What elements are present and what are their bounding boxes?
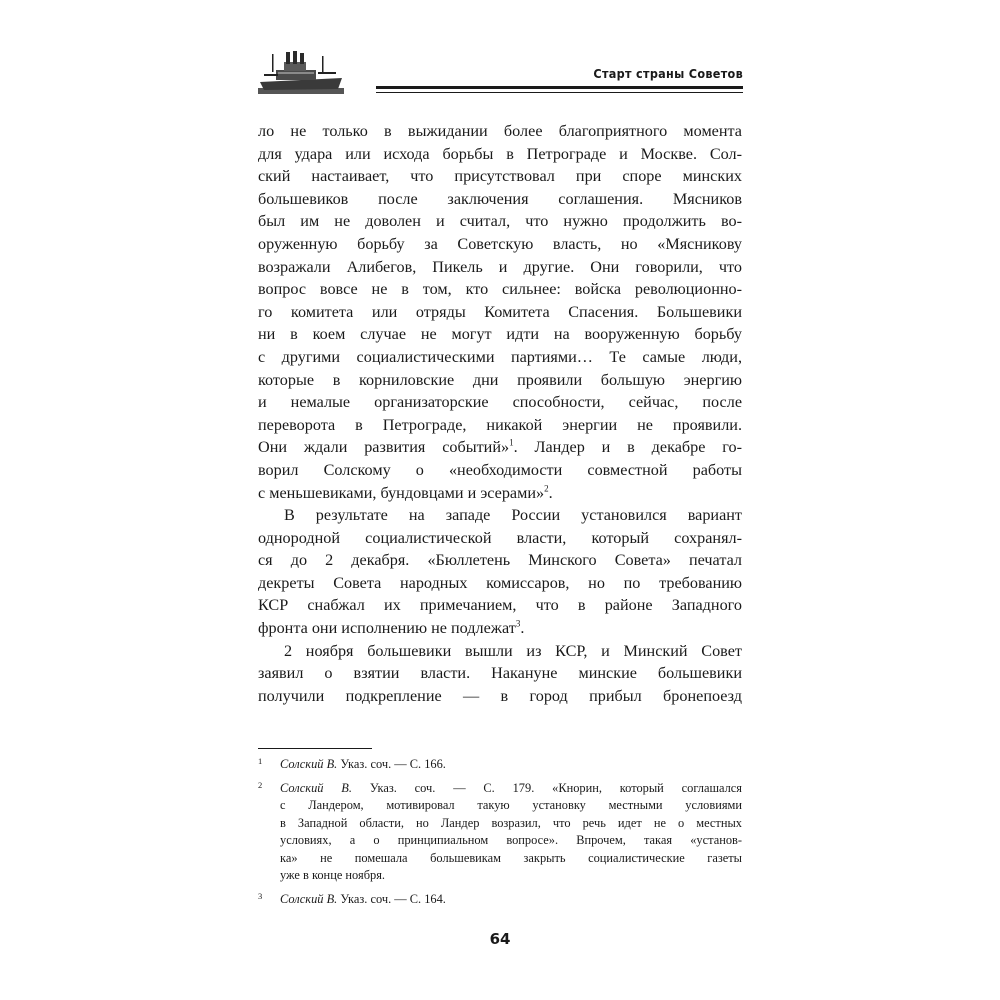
text-segment: с меньшевиками, бундовцами и эсерами» xyxy=(258,483,545,502)
footnote-author: Солский В. xyxy=(280,780,352,795)
text-line: однородной социалистической власти, который сохранял- xyxy=(258,528,742,547)
footnote-number: 3 xyxy=(258,890,263,901)
text-line: был им не доволен и считал, что нужно продолжить во- xyxy=(258,212,742,231)
text-line: с другими социалистическими партиями… Те самые люди, xyxy=(258,347,742,366)
text-line: В результате на западе России установился вариант xyxy=(284,506,742,525)
text-line: вопрос вовсе не в том, кто сильнее: войска революционно- xyxy=(258,280,742,299)
text-line xyxy=(258,436,742,459)
running-title: Старт страны Советов xyxy=(593,66,743,81)
footnote-line xyxy=(280,891,742,909)
text-segment: Они ждали развития событий» xyxy=(258,438,510,457)
footnote-line xyxy=(280,780,742,798)
text-line: заявил о взятии власти. Накануне минские большевики xyxy=(258,664,742,683)
footnote-line: в Западной области, но Ландер возразил, что речь идет не о местных xyxy=(280,815,742,830)
page-header xyxy=(258,48,743,98)
footnote-author: Солский В. xyxy=(280,891,338,906)
paragraph-3 xyxy=(258,640,742,708)
page-number: 64 xyxy=(489,930,511,948)
text-line: переворота в Петрограде, никакой энергии не проявили. xyxy=(258,415,742,434)
text-line: для удара или исхода борьбы в Петрограде и Москве. Сол- xyxy=(258,144,742,163)
text-segment: . xyxy=(520,619,525,638)
footnote-1 xyxy=(258,756,742,774)
text-line: ся до 2 декабря. «Бюллетень Минского Совета» печатал xyxy=(258,551,742,570)
text-line: и немалые организаторские способности, сейчас, после xyxy=(258,393,742,412)
paragraph-2 xyxy=(258,504,742,640)
text-line: 2 ноября большевики вышли из КСР, и Минский Совет xyxy=(284,641,742,660)
text-segment: . Ландер и в декабре го- xyxy=(513,438,742,457)
footnote-ref: 3 xyxy=(515,618,521,629)
footnote-2 xyxy=(258,780,742,885)
footnote-3 xyxy=(258,891,742,909)
footnote-line: уже в конце ноября. xyxy=(280,868,386,882)
footnote-number: 2 xyxy=(258,779,263,790)
paragraph-1 xyxy=(258,120,742,504)
text-line: ло не только в выжидании более благоприятного момента xyxy=(258,122,742,140)
footnote-line: условиях, а о принципиальном вопросе». Впрочем, такая «установ- xyxy=(280,833,742,847)
header-rule-thick xyxy=(376,86,743,89)
footnote-ref: 2 xyxy=(544,483,549,494)
text-line: ворил Солскому о «необходимости совместной работы xyxy=(258,460,742,479)
cruiser-ship-icon xyxy=(258,48,344,98)
text-line: получили подкрепление — в город прибыл бронепоезд xyxy=(258,686,742,705)
main-text xyxy=(258,120,742,707)
text-line: которые в корниловские дни проявили большую энергию xyxy=(258,370,742,389)
footnote-author: Солский В. xyxy=(280,757,338,771)
footnote-number: 1 xyxy=(258,756,263,766)
text-line: возражали Алибегов, Пикель и другие. Они говорили, что xyxy=(258,257,742,276)
text-line: декреты Совета народных комиссаров, но по требованию xyxy=(258,573,742,592)
footnote-separator xyxy=(258,748,372,749)
text-line: го комитета или отряды Комитета Спасения. Большевики xyxy=(258,302,742,321)
footnote-ref: 1 xyxy=(509,437,514,448)
text-line xyxy=(258,617,742,640)
footnote-line xyxy=(280,756,742,774)
footnote-line: ка» не помешала большевикам закрыть социалистические газеты xyxy=(280,850,742,865)
text-line xyxy=(258,482,742,505)
text-line: КСР снабжал их примечанием, что в районе Западного xyxy=(258,596,742,615)
footnote-text: Указ. соч. — С. 166. xyxy=(340,757,446,771)
text-segment: . xyxy=(548,483,553,502)
text-segment: фронта они исполнению не подлежат xyxy=(258,619,516,638)
footnote-text: Указ. соч. — С. 179. «Кнорин, который соглашался xyxy=(369,780,742,795)
footnote-line: с Ландером, мотивировал такую установку местными условиями xyxy=(280,798,742,812)
footnotes xyxy=(258,756,742,914)
header-rule-thin xyxy=(376,92,743,93)
footnote-text: Указ. соч. — С. 164. xyxy=(340,891,446,906)
text-line: оруженную борьбу за Советскую власть, но «Мясникову xyxy=(258,234,742,253)
text-line: ский настаивает, что присутствовал при споре минских xyxy=(258,167,742,186)
text-line: ни в коем случае не могут идти на вооруженную борьбу xyxy=(258,325,742,344)
text-line: большевиков после заключения соглашения. Мясников xyxy=(258,189,742,208)
